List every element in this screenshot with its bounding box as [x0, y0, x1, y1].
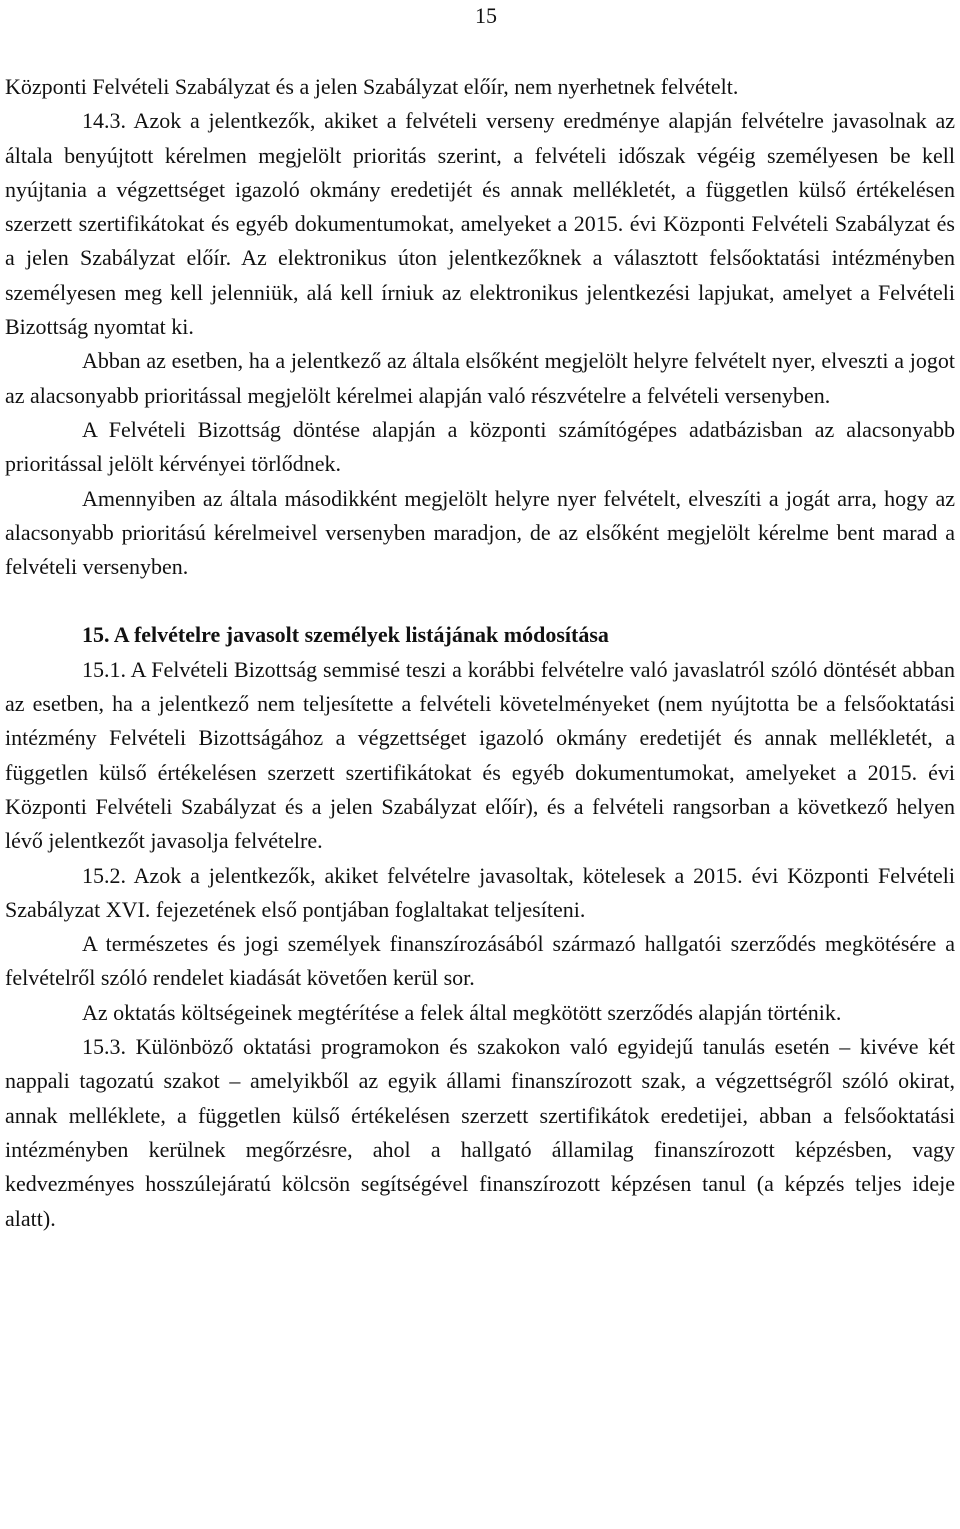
- paragraph-costs: Az oktatás költségeinek megtérítése a felek által megkötött szerződés alapján történik.: [82, 999, 842, 1025]
- page-number: 15: [475, 3, 497, 28]
- document-body: [5, 70, 955, 1236]
- paragraph-first-choice: Abban az esetben, ha a jelentkező az általa elsőként megjelölt helyre felvételt nyer, elveszti a jogot az alacsonyabb prioritással megjelölt kérelmei alapján való részvételre a felvételi versenyben.: [5, 348, 955, 408]
- paragraph-committee-decision: A Felvételi Bizottság döntése alapján a központi számítógépes adatbázisban az alacsonyabb prioritással jelölt kérvényei törlődnek.: [5, 416, 955, 477]
- section-spacer: [5, 584, 955, 618]
- paragraph-continuation: Központi Felvételi Szabályzat és a jelen Szabályzat előír, nem nyerhetnek felvételt.: [5, 74, 739, 99]
- paragraph-contract: A természetes és jogi személyek finanszírozásából származó hallgatói szerződés megkötésére a felvételről szóló rendelet kiadását követően kerül sor.: [5, 931, 955, 991]
- section-heading: 15. A felvételre javasolt személyek listájának módosítása: [82, 622, 609, 648]
- paragraph-second-choice: Amennyiben az általa másodikként megjelölt helyre nyer felvételt, elveszíti a jogát arra, hogy az alacsonyabb prioritású kérelmeivel versenyben maradjon, de az elsőként megjelölt kérelme bent marad a felvételi versenyben.: [5, 485, 955, 580]
- paragraph-15-3: 15.3. Különböző oktatási programokon és szakokon való egyidejű tanulás esetén – kivéve két nappali tagozatú szakot – amelyikből az egyik állami finanszírozott szak, a végzettségről szóló okirat, annak melléklete, a független külső értékelésen szerzett szertifikátok eredetijei, abban a felsőoktatási intézményben kerülnek megőrzésre, ahol a hallgató államilag finanszírozott képzésben, vagy kedvezményes hosszúlejáratú kölcsön segítségével finanszírozott képzésen tanul (a képzés teljes ideje alatt).: [5, 1034, 955, 1231]
- paragraph-15-2: 15.2. Azok a jelentkezők, akiket felvételre javasoltak, kötelesek a 2015. évi Központi Felvételi Szabályzat XVI. fejezetének első pontjában foglaltakat teljesíteni.: [5, 862, 955, 922]
- paragraph-14-3: 14.3. Azok a jelentkezők, akiket a felvételi verseny eredménye alapján felvételre javasolnak az általa benyújtott kérelmen megjelölt prioritás szerint, a felvételi időszak végéig személyesen be kell nyújtania a végzettséget igazoló okmány eredetijét és annak mellékletét, a független külső értékelésen szerzett szertifikátokat és egyéb dokumentumokat, amelyeket a 2015. évi Központi Felvételi Szabályzat és a jelen Szabályzat előír. Az elektronikus úton jelentkezőknek a választott felsőoktatási intézményben személyesen meg kell jelenniük, alá kell írniuk az elektronikus jelentkezési lapjukat, amelyet a Felvételi Bizottság nyomtat ki.: [5, 108, 955, 340]
- paragraph-15-1: 15.1. A Felvételi Bizottság semmisé teszi a korábbi felvételre való javaslatról szóló döntését abban az esetben, ha a jelentkező nem teljesítette a felvételi követelményeket (nem nyújtotta be a felsőoktatási intézmény Felvételi Bizottságához a végzettséget igazoló okmány eredetijét és annak mellékletét, a független külső értékelésen szerzett szertifikátokat és egyéb dokumentumokat, amelyeket a 2015. évi Központi Felvételi Szabályzat és a jelen Szabályzat előír), és a felvételi rangsorban a következő helyen lévő jelentkezőt javasolja felvételre.: [5, 656, 955, 854]
